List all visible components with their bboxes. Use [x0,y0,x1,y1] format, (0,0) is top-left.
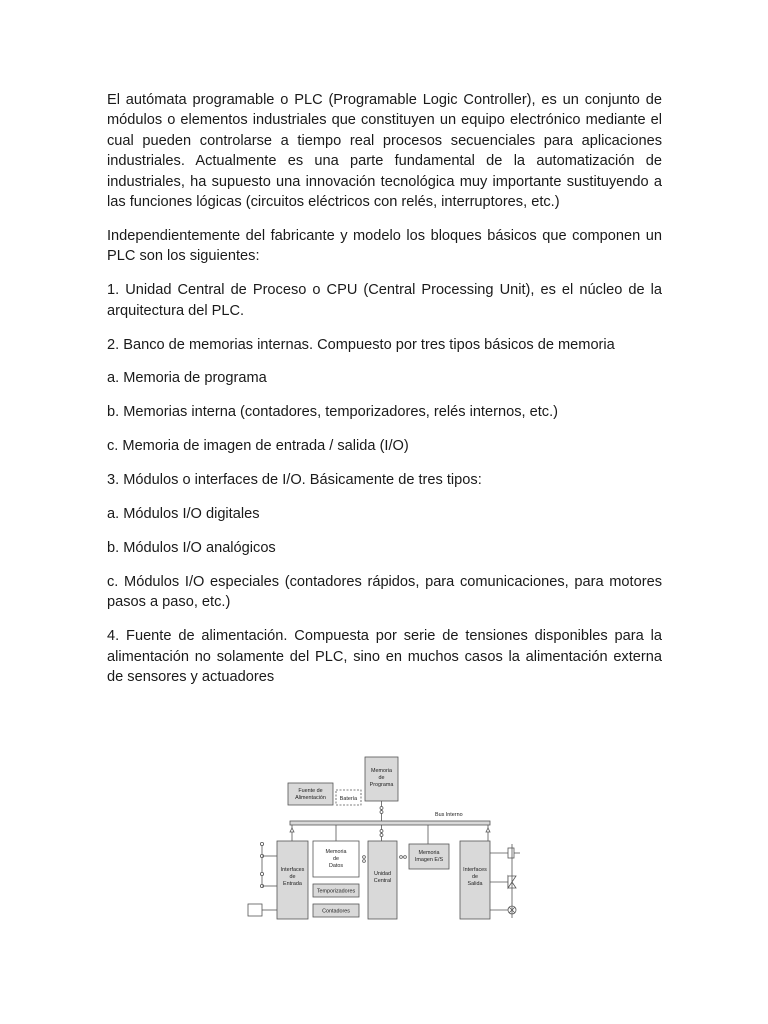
list-item-io-special: c. Módulos I/O especiales (contadores rápidos, para comunicaciones, para motores pasos a paso, etc.) [107,573,662,611]
salida-label-2: de [472,874,478,880]
contadores-label: Contadores [322,908,350,915]
temporizadores-label: Temporizadores [316,888,356,895]
unidad-central-label-2: Central [373,878,392,884]
list-item-io-modules: 3. Módulos o interfaces de I/O. Básicamente de tres tipos: [107,472,482,489]
entrada-label-2: de [289,874,296,880]
memoria-programa-label-2: de [378,775,385,781]
fuente-alimentacion-box [288,783,333,805]
interfaces-entrada-box [277,841,308,919]
memoria-imagen-label-2: Imagen E/S [414,857,444,863]
paragraph-blocks-intro: Independientemente del fabricante y modelo los bloques básicos que componen un PLC son los siguientes: [107,227,662,265]
bus-interno-label: Bus Interno [435,812,463,818]
salida-label-1: Interfaces [463,867,487,873]
bateria-label: Batería [339,796,358,802]
entrada-label-3: Entrada [283,881,302,887]
list-item-memory-program: a. Memoria de programa [107,370,267,387]
document-body [107,90,662,701]
salida-label-3: Salida [467,881,483,887]
list-item-io-digital: a. Módulos I/O digitales [107,506,260,523]
paragraph-intro: El autómata programable o PLC (Programable Logic Controller), es un conjunto de módulos o elementos industriales que constituyen un equipo electrónico mediante el cual pueden controlarse a tiempo real procesos secuenciales para aplicaciones industriales. Actualmente es una parte fundamental de la automatización de industriales, ha supuesto una innovación tecnológica muy importante sustituyendo a las funciones lógicas (circuitos eléctricos con relés, interruptores, etc.) [107,92,662,211]
sensor-icon [248,904,262,916]
memoria-programa-label-1: Memoria [371,768,392,774]
memoria-imagen-label-1: Memoria [418,850,440,856]
memoria-datos-label-2: de [333,856,339,862]
list-item-memory-internal: b. Memorias interna (contadores, temporizadores, relés internos, etc.) [107,404,558,421]
list-item-memory-io: c. Memoria de imagen de entrada / salida (I/O) [107,438,409,455]
list-item-io-analog: b. Módulos I/O analógicos [107,540,276,556]
unidad-central-label-1: Unidad [373,871,392,877]
memoria-programa-label-3: Programa [369,782,394,788]
fuente-label-1: Fuente de [298,788,323,794]
fuente-label-2: Alimentación [295,795,326,801]
bus-interno-bar [290,821,490,825]
entrada-label-1: Interfaces [280,867,305,873]
memoria-datos-label-3: Datos [328,863,344,869]
memoria-datos-label-1: Memoria [325,849,347,855]
interfaces-salida-box [460,841,490,919]
list-item-memories: 2. Banco de memorias internas. Compuesto por tres tipos básicos de memoria [107,336,615,353]
relay-coil-icon [508,848,514,858]
plc-block-diagram [240,752,530,927]
list-item-power-supply: 4. Fuente de alimentación. Compuesta por serie de tensiones disponibles para la alimentación no solamente del PLC, sino en muchos casos la alimentación externa de sensores y actuadores [107,628,662,686]
list-item-cpu: 1. Unidad Central de Proceso o CPU (Central Processing Unit), es el núcleo de la arquitectura del PLC. [107,282,662,319]
